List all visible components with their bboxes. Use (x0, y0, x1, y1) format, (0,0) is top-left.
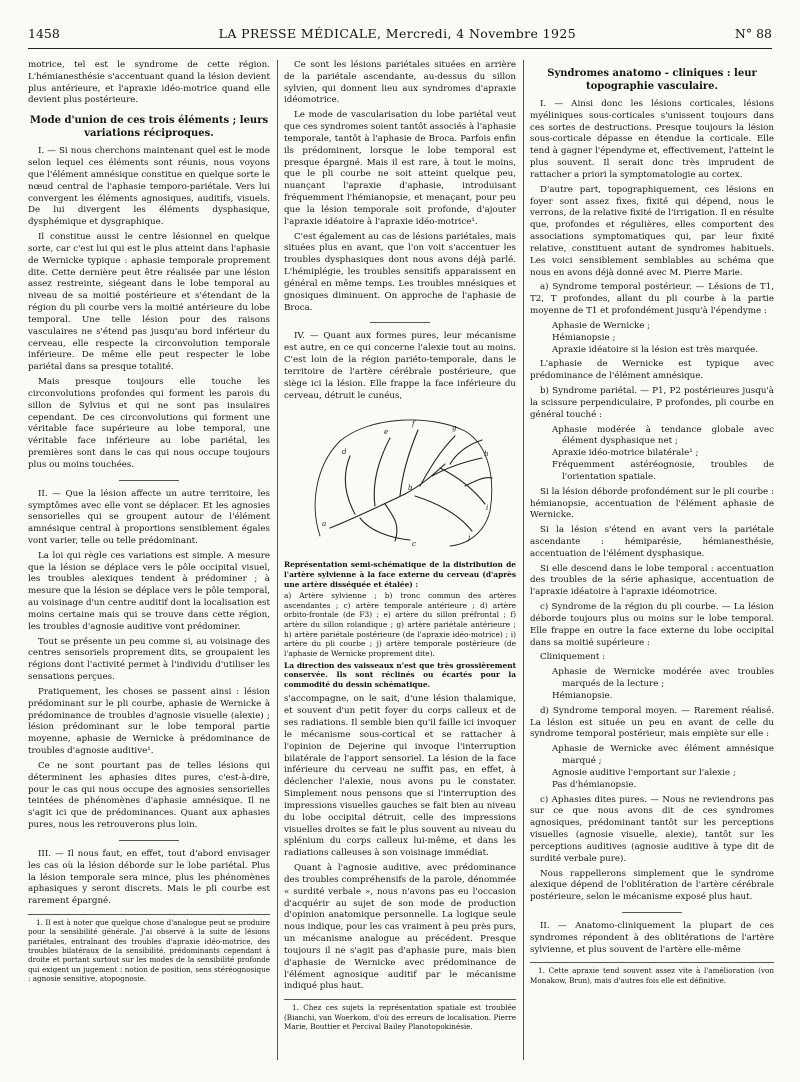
figure-caption-legend: a) Artère sylvienne ; b) tronc commun des artères ascendantes ; c) artère temporale antérieure ; d) artère orbito-frontale (de F3) ; e) artère du sillon préfrontal ; f) artère du sillon rolandique ; g) artère pariétale antérieure ; h) artère pariétale postérieure (de l'apraxie idéo-motrice) ; i) artère du pli courbe ; j) artère temporale postérieure (de l'aphasie de Wernicke proprement dite). (284, 591, 516, 658)
paragraph: c) Aphasies dites pures. — Nous ne reviendrons pas sur ce que nous avons dit de ces syndromes agnosiques, prédominant tantôt sur les perceptions visuelles (agnosie visuelle, alexie), tantôt sur les perceptions auditives (agnosie auditive à type dit de surdité verbale pure). (530, 794, 774, 864)
separator (622, 912, 682, 913)
paragraph: c) Syndrome de la région du pli courbe. — La lésion déborde toujours plus ou moins sur le lobe temporal. Elle frappe en outre la face externe du lobe occipital dans sa moitié supérieure : (530, 602, 774, 648)
brain-outline (315, 420, 492, 549)
paragraph: Pratiquement, les choses se passent ainsi : lésion prédominant sur le pli courbe, aphasie de Wernicke à prédominance de troubles d'agnosie visuelle (alexie) ; lésion prédominant sur le lobe temporal partie moyenne, aphasie de Wernicke à prédominance de troubles d'agnosie auditive¹. (28, 686, 270, 757)
paragraph: b) Syndrome pariétal. — P1, P2 postérieures jusqu'à la scissure perpendiculaire, P profondes, pli courbe en général touché : (530, 386, 774, 420)
artery-i (440, 468, 485, 504)
column-middle (284, 60, 516, 1060)
footnote (284, 999, 516, 1031)
paragraph: D'autre part, topographiquement, ces lésions en foyer sont assez fixes, fixité qui dépend, nous le verrons, de la relative fixité de l'irrigation. Il en résulte que, profondes et régulières, elles comportent des associations symptomatiques qui, par leur fixité relative, constituent autant de syndromes habituels. Les voici sensiblement semblables au schéma que nous en avons déjà donné avec M. Pierre Marie. (530, 184, 774, 278)
symptom-list (530, 425, 774, 484)
list-item: Apraxie idéo-motrice bilatérale¹ ; (552, 448, 699, 459)
paragraph: Le mode de vascularisation du lobe pariétal veut que ces syndromes soient tantôt associés à l'aphasie temporale, tantôt à l'aphasie de Broca. Parfois enfin ils prédominent, lorsque le lobe temporal est presque épargné. Mais il est rare, à tout le moins, que le pli courbe ne soit atteint quelque peu, nuançant l'apraxie d'aphasie, introduisant fréquemment l'hémianopsie, et menaçant, pour peu que la lésion temporale soit profonde, d'ajouter l'apraxie idéatoire à l'apraxie idéo-motrice¹. (284, 110, 516, 227)
label-i: i (486, 504, 489, 513)
column-right (530, 60, 774, 1060)
section-heading: Mode d'union de ces trois éléments ; leurs variations réciproques. (29, 115, 269, 139)
list-item: Aphasie modérée à tendance globale avec élément dysphasique net ; (552, 424, 774, 447)
sylvian-artery-diagram (300, 406, 500, 556)
figure-caption-title: Représentation semi-schématique de la distribution de l'artère sylvienne à la face externe du cerveau (d'après une artère disséquée et étalée) : (284, 560, 516, 589)
paragraph: I. — Ainsi donc les lésions corticales, lésions myéliniques sous-corticales s'unissent toujours dans ces sortes de destructions. Presque toujours la lésion sous-corticale dépasse en étendue la corticale. Elle tend à gagner l'épendyme et, effectivement, l'atteint le plus souvent. Il serait donc très imprudent de rattacher a priori la symptomatologie au cortex. (530, 99, 774, 180)
paragraph: II. — Que la lésion affecte un autre territoire, les symptômes avec elle vont se déplacer. Et les agnosies sensorielles qui se groupent autour de l'élément amnésique central à proportions sensiblement égales vont varier, telle ou telle prédominant. (28, 488, 270, 546)
label-f: f (412, 420, 415, 429)
paragraph: Ce sont les lésions pariétales situées en arrière de la pariétale ascendante, au-dessus du sillon sylvien, qui donnent lieu aux syndromes d'apraxie idéomotrice. (284, 60, 516, 106)
artery-branch (465, 478, 492, 486)
column-left (28, 60, 270, 1060)
footnote-text: 1. Il est à noter que quelque chose d'analogue peut se produire pour la sensibilité générale. J'ai observé à la suite de lésions pariétales, entraînant des troubles d'apraxie idéo-motrice, des troubles bilatéraux de la sensibilité, prédominants cependant à droite et portant surtout sur les modes de la sensibilité profonde qui exigent un jugement : notion de position, sens stéréognosique : agnosie sensitive, atopognosie. (28, 918, 270, 984)
list-item: Apraxie idéatoire si la lésion est très marquée. (552, 344, 759, 355)
column-rule (523, 60, 524, 1060)
label-g: g (452, 424, 457, 433)
list-item: Aphasie de Wernicke ; (552, 320, 651, 331)
paragraph: III. — Il nous faut, en effet, tout d'abord envisager les cas où la lésion déborde sur le lobe pariétal. Plus la lésion temporale sera mince, plus les phénomènes aphasiques y seront discrets. Mais le pli courbe est rarement épargné. (28, 848, 270, 907)
list-item: Fréquemment astéréognosie, troubles de l'orientation spatiale. (552, 460, 774, 482)
label-b: b (408, 484, 413, 493)
page-number: 1458 (28, 26, 60, 41)
paragraph: s'accompagne, on le sait, d'une lésion thalamique, et souvent d'un petit foyer du corps calleux et de ses radiations. Il semble bien qu'il faille ici invoquer le mécanisme sous-cortical et se rattacher à l'opinion de Dejerine qui invoque l'interruption bilatérale de l'apport sensoriel. La lésion de la face inférieure du cerveau ne suffit pas, en effet, à déclencher l'alexie, nous avons pu le constater. Simplement nous pensons que si l'interruption des impressions visuelles gauches se fait bien au niveau du lobe occipital détruit, celle des impressions visuelles droites se fait le plus souvent au niveau du splénium du corps calleux lui-même, et dans les radiations calleuses à son voisinage immédiat. (284, 694, 516, 859)
symptom-list (530, 321, 774, 356)
separator (119, 840, 179, 841)
label-h: h (484, 450, 489, 459)
footnote (28, 914, 270, 984)
figure-caption-note: La direction des vaisseaux n'est que très grossièrement conservée. Ils sont réclinés ou écartés pour la commodité du dessin schématique. (284, 660, 516, 689)
symptom-list (530, 744, 774, 791)
paragraph: Ce ne sont pourtant pas de telles lésions qui déterminent les aphasies dites pures, c'est-à-dire, pour le cas qui nous occupe des agnosies sensorielles teintées de phénomènes d'aphasie amnésique. Il ne s'agit ici que de prédominances. Quant aux aphasies pures, nous les retrouverons plus loin. (28, 760, 270, 831)
separator (370, 322, 430, 323)
artery-c (360, 518, 410, 540)
paragraph: I. — Si nous cherchons maintenant quel est le mode selon lequel ces éléments sont réunis, nous voyons que l'élément amnésique constitue en quelque sorte le nœud central de l'aphasie temporo-pariétale. Vers lui convergent les éléments agnosiques, auditifs, visuels. De lui divergent les éléments dysphasique, dysphémique et dysgraphique. (28, 146, 270, 228)
artery-a (330, 494, 405, 528)
list-item: Pas d'hémianopsie. (552, 779, 637, 790)
paragraph: d) Syndrome temporal moyen. — Rarement réalisé. La lésion est située un peu en avant de celle du syndrome temporal postérieur, mais empiète sur elle : (530, 705, 774, 740)
paragraph: Nous rappellerons simplement que le syndrome alexique dépend de l'oblitération de l'artère cérébrale postérieure, selon le mécanisme exposé plus haut. (530, 868, 774, 903)
running-header (28, 26, 772, 49)
journal-title: LA PRESSE MÉDICALE, Mercredi, 4 Novembre 1925 (218, 26, 577, 41)
artery-h (432, 458, 482, 476)
paragraph: Cliniquement : (540, 652, 606, 663)
issue-number: N° 88 (734, 26, 772, 41)
paragraph: Quant à l'agnosie auditive, avec prédominance des troubles compréhensifs de la parole, dénommée « surdité verbale », nous n'avons pas eu l'occasion d'acquérir au sujet de son mode de production d'opinion anatomique personnelle. La logique seule nous indique, pour les cas vraiment à peu près purs, un mécanisme analogue au précédent. Presque toujours il ne s'agit pas d'aphasie pure, mais bien d'aphasie de Wernicke avec prédominance de l'élément agnosique auditif par le mécanisme indiqué plus haut. (284, 863, 516, 992)
paragraph: a) Syndrome temporal postérieur. — Lésions de T1, T2, T profondes, allant du pli courbe à la partie moyenne de T1 et profondément jusqu'à l'épendyme : (530, 282, 774, 317)
paragraph: Il constitue aussi le centre lésionnel en quelque sorte, car c'est lui qui est le plus atteint dans l'aphasie de Wernicke typique : aphasie temporale proprement dite. Cette dernière peut être réalisée par une lésion assez restreinte, siégeant dans le lobe temporal au niveau de sa moitié postérieure et s'étendant de la région du pli courbe vers la moitié antérieure du lobe temporal. Une telle lésion pour des raisons vasculaires ne s'étend pas jusqu'au bord inférieur du cerveau, elle respecte la circonvolution temporale inférieure. De même elle peut respecter le lobe pariétal dans sa presque totalité. (28, 232, 270, 373)
paragraph: Tout se présente un peu comme si, au voisinage des centres sensoriels proprement dits, se groupaient les régions dont l'activité permet à l'individu d'utiliser les sensations perçues. (28, 636, 270, 683)
footnote-text: 1. Cette apraxie tend souvent assez vite à l'amélioration (von Monakow, Brun), mais d'autres fois elle est définitive. (530, 966, 774, 985)
paragraph: motrice, tel est le syndrome de cette région. L'hémianesthésie s'accentuant quand la lésion devient plus antérieure, et l'apraxie idéo-motrice quand elle devient plus postérieure. (28, 60, 270, 106)
paragraph: Si elle descend dans le lobe temporal : accentuation des troubles de la série aphasique, accentuation de l'apraxie idéatoire à l'apraxie idéomotrice. (530, 563, 774, 598)
paragraph: Si la lésion déborde profondément sur le pli courbe : hémianopsie, accentuation de l'élément aphasie de Wernicke. (530, 486, 774, 521)
artery-e (374, 438, 390, 506)
paragraph: IV. — Quant aux formes pures, leur mécanisme est autre, en ce qui concerne l'alexie tout au moins. C'est loin de la région pariéto-temporale, dans le territoire de l'artère cérébrale postérieure, que siège ici la lésion. Elle frappe la face inférieure du cerveau, détruit le cunéus, (284, 331, 516, 401)
paragraph: II. — Anatomo-cliniquement la plupart de ces syndromes répondent à des oblitérations de l'artère sylvienne, et plus souvent de l'artère elle-même (530, 921, 774, 955)
label-j: j (468, 534, 471, 543)
artery-branch (450, 440, 482, 464)
list-item: Hémianopsie. (552, 690, 613, 701)
paragraph: C'est également au cas de lésions pariétales, mais situées plus en avant, que l'on voit s'accentuer les troubles dysphasiques dont nous avons déjà parlé. L'hémiplégie, les troubles sensitifs apparaissent en général en même temps. Les troubles mnésiques et gnosiques diminuent. On approche de l'aphasie de Broca. (284, 231, 516, 313)
paragraph: La loi qui règle ces variations est simple. A mesure que la lésion se déplace vers le pôle occipital visuel, les troubles alexiques tendent à prédominer ; à mesure que la lésion se déplace vers le pôle temporal, au voisinage d'un centre auditif dont la localisation est moins certaine mais qui se trouve dans cette région, les troubles d'agnosie auditive vont prédominer. (28, 550, 270, 632)
paragraph: L'aphasie de Wernicke est typique avec prédominance de l'élément amnésique. (530, 359, 774, 382)
footnote (530, 962, 774, 985)
label-d: d (342, 448, 347, 457)
list-item: Hémianopsie ; (552, 332, 616, 343)
separator (119, 480, 179, 481)
column-rule (277, 60, 278, 1060)
paragraph: Mais presque toujours elle touche les circonvolutions profondes qui forment les parois du sillon de Sylvius et qui ne sont pas insulaires cependant. De ces circonvolutions qui forment une véritable face supérieure au lobe temporal, une véritable face inférieure au lobe pariétal, les premières sont dans le cas qui nous occupe toujours plus ou moins touchées. (28, 377, 270, 470)
list-item: Aphasie de Wernicke avec élément amnésique marqué ; (552, 744, 774, 767)
list-item: Agnosie auditive l'emportant sur l'alexie ; (552, 767, 736, 778)
list-item: Aphasie de Wernicke modérée avec troubles marqués de la lecture ; (552, 667, 774, 690)
section-heading: Syndromes anatomo - cliniques : leur topographie vasculaire. (547, 68, 757, 92)
footnote-text: 1. Chez ces sujets la représentation spatiale est troublée (Bianchi, van Woerkom, d'où des erreurs de localisation. Pierre Marie, Bouttier et Percival Bailey Planotopokinésie. (284, 1003, 516, 1031)
artery-j (415, 496, 472, 531)
symptom-list (530, 667, 774, 702)
label-c: c (412, 540, 416, 549)
label-e: e (384, 428, 389, 437)
artery-g (420, 436, 455, 486)
paragraph: Si la lésion s'étend en avant vers la pariétale ascendante : hémiparésie, hémianesthésie, accentuation de l'élément dysphasique. (530, 525, 774, 559)
artery-d (345, 456, 355, 514)
label-a: a (322, 520, 327, 529)
